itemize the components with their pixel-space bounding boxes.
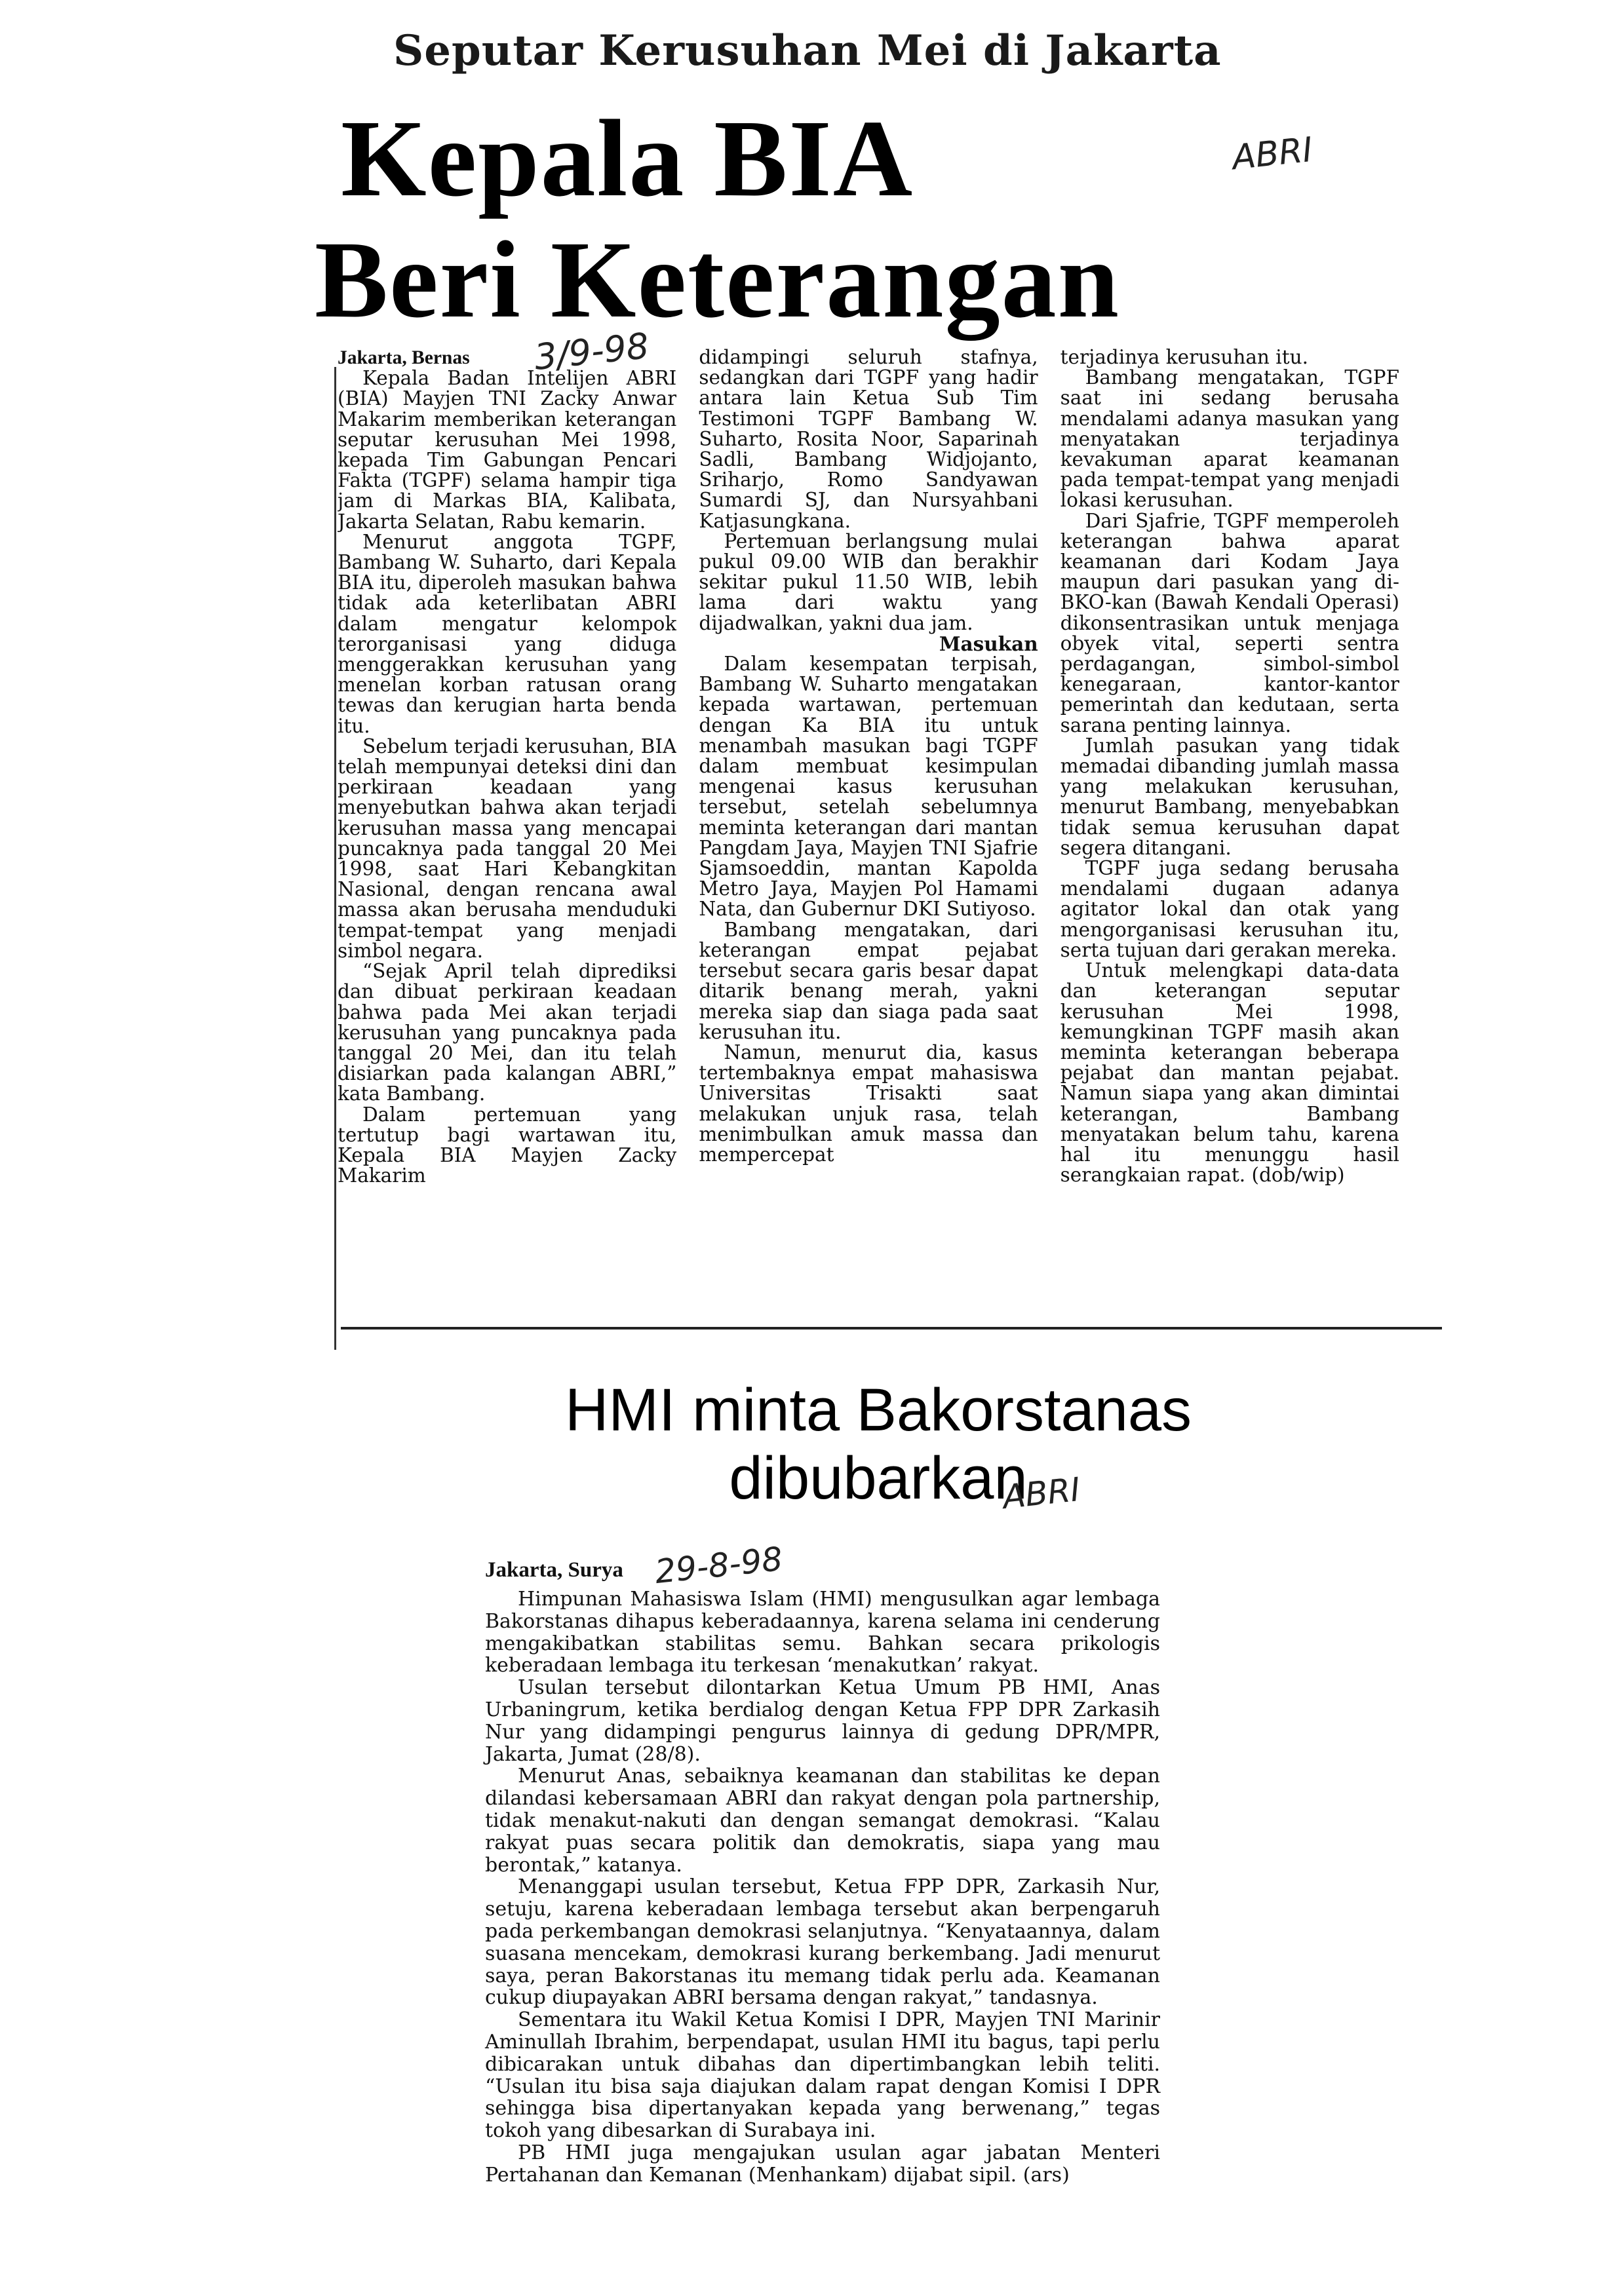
article-divider-rule <box>341 1327 1442 1330</box>
article1-handwritten-annotation: ABRI <box>1230 130 1315 178</box>
article2-headline <box>485 1376 1272 1512</box>
article1-headline-line1: Kepala BIA <box>341 98 914 220</box>
article1-paragraph: terjadinya kerusuhan itu. <box>1060 347 1308 368</box>
article1-left-rule <box>334 367 336 1350</box>
article1-paragraph: Namun, menurut dia, kasus tertembaknya empat mahasiswa Universitas Trisakti saat melakukan unjuk rasa, telah menimbulkan amuk massa dan mempercepat <box>699 1041 1038 1166</box>
article1-paragraph: Kepala Badan Intelijen ABRI (BIA) Mayjen TNI Zacky Anwar Makarim memberikan keterangan seputar kerusuhan Mei 1998, kepada Tim Gabungan Pencari Fakta (TGPF) selama hampir tiga jam di Markas BIA, Kalibata, Jakarta Selatan, Rabu kemarin. <box>338 367 677 533</box>
article1-paragraph: Bambang mengatakan, dari keterangan empat pejabat tersebut secara garis besar dapat ditarik benang merah, yakni mereka siap dan siaga pada saat kerusuhan itu. <box>699 918 1038 1043</box>
article2-dateline-row <box>485 1539 1160 1592</box>
article1-paragraph: Dalam pertemuan yang tertutup bagi wartawan itu, Kepala BIA Mayjen Zacky Makarim <box>338 1103 677 1187</box>
article1-paragraph: Bambang mengatakan, TGPF saat ini sedang berusaha mendalami adanya masukan yang menyatakan terjadinya kevakuman aparat keamanan pada tempat-tempat yang menjadi lokasi kerusuhan. <box>1060 366 1399 512</box>
article1-paragraph: didampingi seluruh stafnya, sedangkan dari TGPF yang hadir antara lain Ketua Sub Tim Testimoni TGPF Bambang W. Suharto, Rosita Noor, Saparinah Sadli, Bambang Widjojanto, Sriharjo, Romo Sandyawan Sumardi SJ, dan Nursyahbani Katjasungkana. <box>699 347 1038 532</box>
article2-paragraph: Menurut Anas, sebaiknya keamanan dan stabilitas ke depan dilandasi kebersamaan ABRI dan rakyat dengan pola partnership, tidak menakut-nakuti dan dengan semangat demokrasi. “Kalau rakyat puas secara politik dan demokratis, siapa yang mau berontak,” katanya. <box>485 1765 1160 1877</box>
article1-dateline-paragraph <box>338 347 676 532</box>
article1-column-3 <box>1060 347 1399 1330</box>
article1-headline <box>315 98 1586 341</box>
article1-body <box>338 347 1399 1330</box>
article1-paragraph: “Sejak April telah diprediksi dan dibuat perkiraan keadaan bahwa pada Mei akan terjadi kerusuhan yang puncaknya pada tanggal 20 Mei, dan itu telah disiarkan pada kalangan ABRI,” kata Bambang. <box>338 960 677 1105</box>
article2-paragraph: Usulan tersebut dilontarkan Ketua Umum PB HMI, Anas Urbaningrum, ketika berdialog dengan Ketua FPP DPR Zarkasih Nur yang didampingi pengurus lainnya di gedung DPR/MPR, Jakarta, Jumat (28/8). <box>485 1676 1160 1766</box>
article1-paragraph: Sebelum terjadi kerusuhan, BIA telah mempunyai deteksi dini dan perkiraan keadaan yang menyebutkan bahwa akan terjadi kerusuhan massa yang mencapai puncaknya pada tanggal 20 Mei 1998, saat Hari Kebangkitan Nasional, dengan rencana awal massa akan berusaha menduduki tempat-tempat yang menjadi simbol negara. <box>338 735 677 962</box>
article2-handwritten-annotation: ABRI <box>1001 1470 1082 1517</box>
article1-paragraph: Menurut anggota TGPF, Bambang W. Suharto, dari Kepala BIA itu, diperoleh masukan bahwa tidak ada keterlibatan ABRI dalam mengatur kelompok terorganisasi yang diduga menggerakkan kerusuhan yang menelan korban ratusan orang tewas dan kerugian harta benda itu. <box>338 530 677 737</box>
article1-paragraph: Dalam kesempatan terpisah, Bambang W. Suharto mengatakan kepada wartawan, pertemuan dengan Ka BIA itu untuk menambah masukan bagi TGPF dalam membuat kesimpulan mengenai kasus kerusuhan tersebut, setelah sebelumnya meminta keterangan dari mantan Pangdam Jaya, Mayjen TNI Sjafrie Sjamsoeddin, mantan Kapolda Metro Jaya, Mayjen Pol Hamami Nata, dan Gubernur DKI Sutiyoso. <box>699 653 1038 921</box>
article2-headline-line2: dibubarkan <box>729 1445 1028 1512</box>
article2-paragraph: Sementara itu Wakil Ketua Komisi I DPR, Mayjen TNI Marinir Aminullah Ibrahim, berpendapat, usulan HMI itu bagus, tapi perlu dibicarakan untuk dibahas dan dipertimbangkan lebih teliti. “Usulan itu bisa saja diajukan dalam rapat dengan Komisi I DPR sehingga bisa dipertanyakan kepada yang berwenang,” tegas tokoh yang dibesarkan di Surabaya ini. <box>485 2008 1160 2143</box>
article2-paragraph: Menanggapi usulan tersebut, Ketua FPP DPR, Zarkasih Nur, setuju, karena keberadaan lembaga tersebut akan berpengaruh pada perkembangan demokrasi selanjutnya. “Kenyataannya, dalam suasana mencekam, demokrasi kurang berkembang. Jadi menurut saya, peran Bakorstanas itu memang tidak perlu ada. Keamanan cukup diupayakan ABRI bersama dengan rakyat,” tandasnya. <box>485 1875 1160 2010</box>
article2-dateline: Jakarta, Surya <box>485 1558 623 1582</box>
article1-paragraph: Untuk melengkapi data-data dan keterangan seputar kerusuhan Mei 1998, kemungkinan TGPF masih akan meminta keterangan beberapa pejabat dan mantan pejabat. Namun siapa yang akan dimintai keterangan, Bambang menyatakan belum tahu, karena hal itu menunggu hasil serangkaian rapat. (dob/wip) <box>1060 959 1399 1187</box>
article2-headline-line1: HMI minta Bakorstanas <box>564 1377 1192 1444</box>
article1-headline-line2: Beri Keterangan <box>315 219 1121 341</box>
article1-paragraph: Pertemuan berlangsung mulai pukul 09.00 WIB dan berakhir sekitar pukul 11.50 WIB, lebih lama dari waktu yang dijadwalkan, yakni dua jam. <box>699 529 1038 634</box>
article2-handwritten-date: 29-8-98 <box>653 1539 785 1592</box>
article2-paragraph: Himpunan Mahasiswa Islam (HMI) mengusulkan agar lembaga Bakorstanas dihapus keberadaannya, karena selama ini cenderung mengakibatkan stabilitas semu. Bahkan secara prikologis keberadaan lembaga itu terkesan ‘menakutkan’ rakyat. <box>485 1588 1160 1677</box>
article2-paragraph: PB HMI juga mengajukan usulan agar jabatan Menteri Pertahanan dan Kemanan (Menhankam) dijabat sipil. (ars) <box>485 2141 1160 2187</box>
article1-paragraph: TGPF juga sedang berusaha mendalami dugaan adanya agitator lokal dan otak yang mengorganisasi kerusuhan itu, serta tujuan dari gerakan mereka. <box>1060 857 1399 961</box>
article1-paragraph: Dari Sjafrie, TGPF memperoleh keterangan bahwa aparat keamanan dari Kodam Jaya maupun dari pasukan yang di-BKO-kan (Bawah Kendali Operasi) dikonsentrasikan untuk menjaga obyek vital, seperti sentra perdagangan, simbol-simbol kenegaraan, kantor-kantor pemerintah dan kedutaan, serta sarana penting lainnya. <box>1060 509 1399 737</box>
article1-subheading: Masukan <box>939 632 1038 655</box>
article1-paragraph: Jumlah pasukan yang tidak memadai dibanding jumlah massa yang melakukan kerusuhan, menurut Bambang, menyebabkan tidak semua kerusuhan dapat segera ditangani. <box>1060 734 1399 859</box>
article1-column-2 <box>699 347 1038 1330</box>
article1-column-1 <box>338 347 676 1330</box>
article1-handwritten-date: 3/9-98 <box>532 325 651 378</box>
article1-dateline: Jakarta, Bernas <box>338 347 470 368</box>
article2-body <box>485 1539 1160 2187</box>
article1-kicker: Seputar Kerusuhan Mei di Jakarta <box>393 26 1222 75</box>
